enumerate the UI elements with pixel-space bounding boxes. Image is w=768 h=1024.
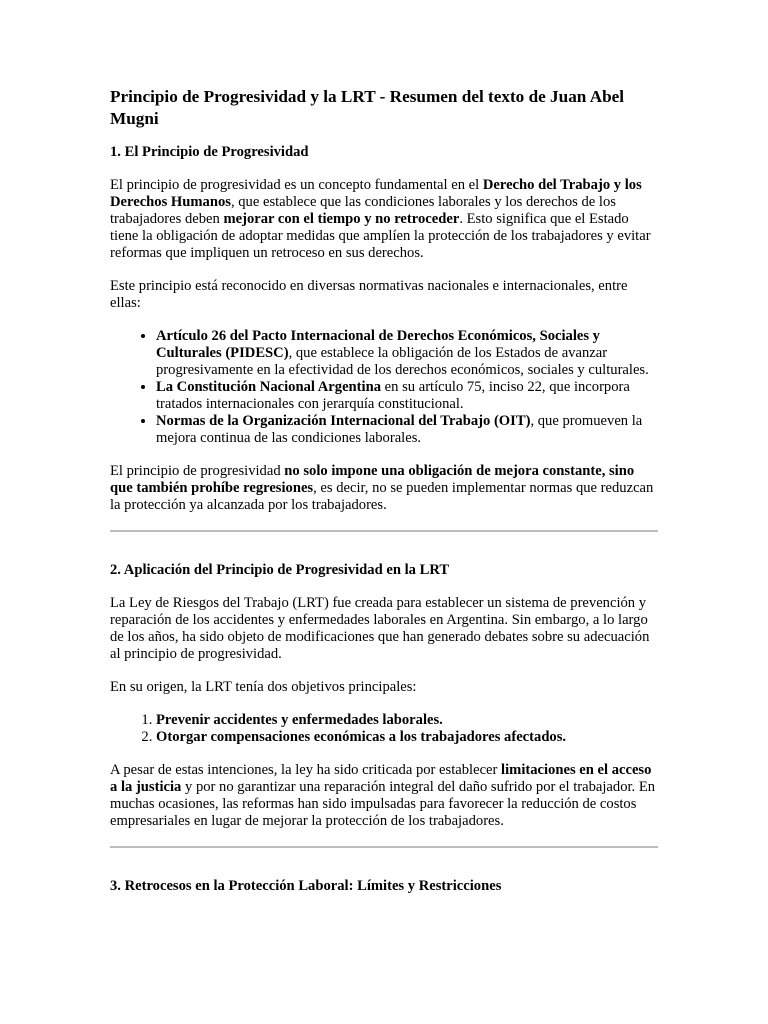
emphasis-text: mejorar con el tiempo y no retroceder xyxy=(223,211,460,227)
list-item: • Artículo 26 del Pacto Internacional de Derechos Económicos, Sociales y Culturales (PIDESC), que establece la obligación de los Estados de avanzar progresivamente en la efectividad de los derechos económicos, sociales y culturales. xyxy=(156,328,658,379)
document-page xyxy=(110,86,658,911)
section-2-paragraph-1: La Ley de Riesgos del Trabajo (LRT) fue creada para establecer un sistema de prevención y reparación de los accidentes y enfermedades laborales en Argentina. Sin embargo, a lo largo de los años, ha sido objeto de modificaciones que han generado debates sobre su adecuación al principio de progresividad. xyxy=(110,595,650,662)
section-1-heading: 1. El Principio de Progresividad xyxy=(110,144,309,160)
section-1-paragraph-1: El principio de progresividad es un concepto fundamental en el Derecho del Trabajo y los Derechos Humanos, que establece que las condiciones laborales y los derechos de los trabajadores deben mejorar con el tiempo y no retroceder. Esto significa que el Estado tiene la obligación de adoptar medidas que amplíen la protección de los trabajadores y evitar reformas que impliquen un retroceso en sus derechos. xyxy=(110,177,651,261)
emphasis-text: Artículo 26 del Pacto Internacional de Derechos Económicos, Sociales y Culturales (PIDESC) xyxy=(156,328,600,361)
section-2-paragraph-3: A pesar de estas intenciones, la ley ha sido criticada por establecer limitaciones en el acceso a la justicia y por no garantizar una reparación integral del daño sufrido por el trabajador. En muchas ocasiones, las reformas han sido impulsadas para favorecer la reducción de costos empresariales en lugar de mejorar la protección de los trabajadores. xyxy=(110,762,656,829)
section-divider xyxy=(110,530,658,532)
list-item-text: Otorgar compensaciones económicas a los trabajadores afectados. xyxy=(156,729,567,745)
emphasis-text: Derecho del Trabajo y los Derechos Humanos xyxy=(110,177,642,210)
section-1-bullet-list xyxy=(110,328,658,447)
emphasis-text: no solo impone una obligación de mejora constante, sino que también prohíbe regresiones xyxy=(110,463,635,496)
section-2-numbered-list xyxy=(110,712,658,746)
list-item: • La Constitución Nacional Argentina en su artículo 75, inciso 22, que incorpora tratados internacionales con jerarquía constitucional. xyxy=(156,379,658,413)
document-title: Principio de Progresividad y la LRT - Resumen del texto de Juan Abel Mugni xyxy=(110,87,625,128)
section-3-heading: 3. Retrocesos en la Protección Laboral: Límites y Restricciones xyxy=(110,878,502,894)
list-item: • Normas de la Organización Internacional del Trabajo (OIT), que promueven la mejora continua de las condiciones laborales. xyxy=(156,413,658,447)
emphasis-text: limitaciones en el acceso a la justicia xyxy=(110,762,652,795)
section-2-heading: 2. Aplicación del Principio de Progresividad en la LRT xyxy=(110,562,450,578)
list-item-text: Prevenir accidentes y enfermedades laborales. xyxy=(156,712,443,728)
section-2-paragraph-2: En su origen, la LRT tenía dos objetivos principales: xyxy=(110,679,417,695)
list-item xyxy=(156,729,658,746)
section-1-paragraph-3: El principio de progresividad no solo impone una obligación de mejora constante, sino que también prohíbe regresiones, es decir, no se pueden implementar normas que reduzcan la protección ya alcanzada por los trabajadores. xyxy=(110,463,654,513)
list-item xyxy=(156,712,658,729)
section-1-paragraph-2: Este principio está reconocido en diversas normativas nacionales e internacionales, entre ellas: xyxy=(110,278,628,311)
section-divider xyxy=(110,846,658,848)
emphasis-text: La Constitución Nacional Argentina xyxy=(156,379,382,395)
emphasis-text: Normas de la Organización Internacional del Trabajo (OIT) xyxy=(156,413,531,429)
